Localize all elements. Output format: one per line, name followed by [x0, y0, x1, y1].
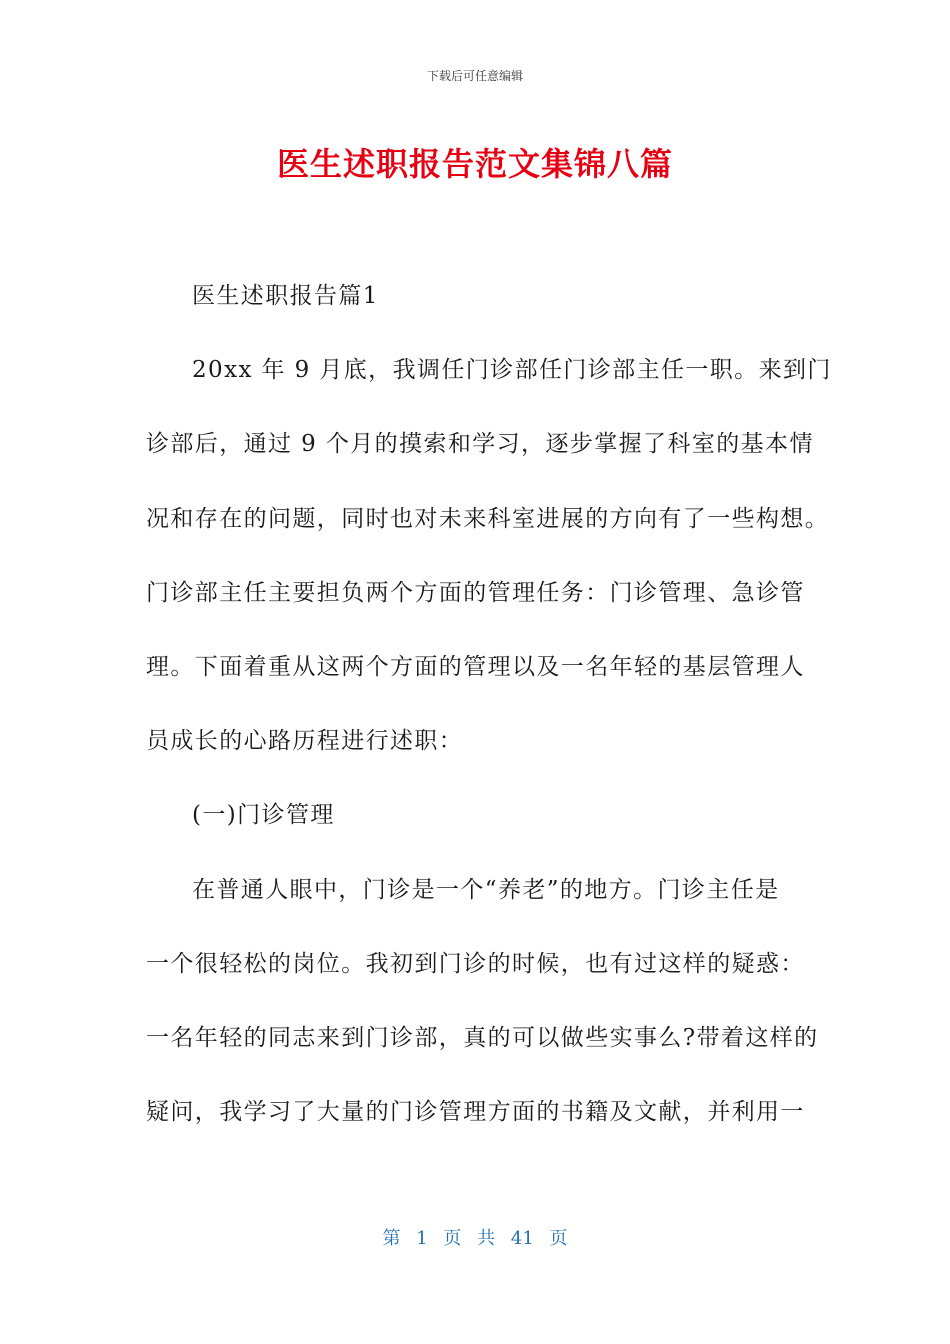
- footer-page-label: 页: [443, 1228, 462, 1249]
- document-title: 医生述职报告范文集锦八篇: [276, 145, 673, 183]
- paragraph-line: 员成长的心路历程进行述职：: [146, 728, 464, 755]
- document-body: [146, 276, 832, 1166]
- footer-total-label: 共: [477, 1228, 496, 1249]
- total-pages-number: 41: [510, 1228, 534, 1249]
- footer-suffix: 页: [549, 1228, 568, 1249]
- paragraph-line: 20xx 年 9 月底，我调任门诊部任门诊部主任一职。来到门: [192, 357, 832, 384]
- paragraph-line: 疑问，我学习了大量的门诊管理方面的书籍及文献，并利用一: [146, 1099, 805, 1126]
- section-heading: 医生述职报告篇1: [192, 283, 379, 309]
- footer-prefix: 第: [382, 1228, 401, 1249]
- page-number-footer: [0, 1226, 950, 1252]
- paragraph-line: 一名年轻的同志来到门诊部，真的可以做些实事么?带着这样的: [146, 1024, 819, 1051]
- paragraph-line: 理。下面着重从这两个方面的管理以及一名年轻的基层管理人: [146, 653, 805, 680]
- paragraph-line: 一个很轻松的岗位。我初到门诊的时候，也有过这样的疑惑：: [146, 950, 805, 977]
- header-note: 下载后可任意编辑: [426, 69, 523, 83]
- current-page-number: 1: [416, 1228, 428, 1249]
- paragraph-line: 门诊部主任主要担负两个方面的管理任务：门诊管理、急诊管: [146, 579, 805, 606]
- paragraph-line: 在普通人眼中，门诊是一个“养老”的地方。门诊主任是: [192, 876, 780, 903]
- subsection-heading: (一)门诊管理: [192, 802, 335, 829]
- paragraph-line: 诊部后，通过 9 个月的摸索和学习，逐步掌握了科室的基本情: [146, 431, 814, 458]
- paragraph-line: 况和存在的问题，同时也对未来科室进展的方向有了一些构想。: [146, 505, 830, 532]
